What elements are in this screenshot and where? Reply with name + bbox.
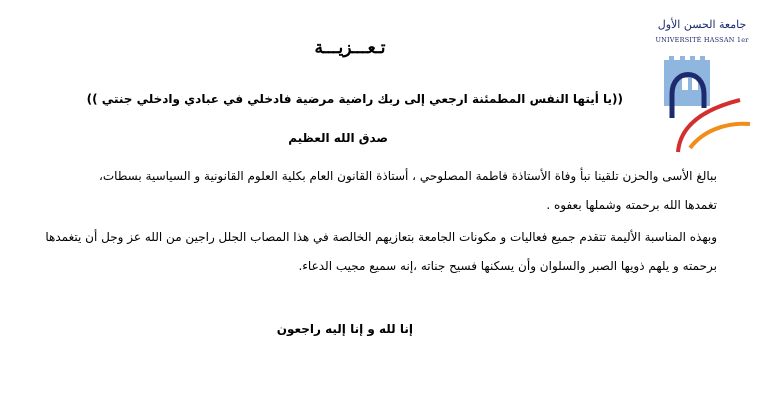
quran-verse: ((يا أيتها النفس المطمئنة ارجعي إلى ربك راضية مرضية فادخلي في عبادي وادخلي جنتي )) (86, 92, 623, 106)
logo-latin-name: UNIVERSITÉ HASSAN 1er (655, 36, 749, 44)
logo-arabic-name: جامعة الحسن الأول (657, 18, 747, 31)
closing-phrase: إنا لله و إنا إليه راجعون (276, 322, 413, 336)
page-title: تـعـــزيـــة (314, 38, 386, 58)
logo-emblem-icon (642, 48, 762, 158)
verse-closing: صدق الله العظيم (288, 131, 388, 145)
university-logo (642, 8, 762, 160)
condolence-paragraph-2: وبهذه المناسبة الأليمة تتقدم جميع فعاليات و مكونات الجامعة بتعازيهم الخالصة في هذا المصاب الجلل راجين من الله عز وجل أن يتغمدها برحمته و يلهم ذويها الصبر والسلوان وأن يسكنها فسيح جناته ،إنه سميع مجيب الدعاء. (45, 230, 717, 273)
condolence-paragraph-1: ببالغ الأسى والحزن تلقينا نبأ وفاة الأستاذة فاطمة المصلوحي ، أستاذة القانون العام بكلية العلوم القانونية و السياسية بسطات، تغمدها الله برحمته وشملها بعفوه . (99, 169, 717, 212)
